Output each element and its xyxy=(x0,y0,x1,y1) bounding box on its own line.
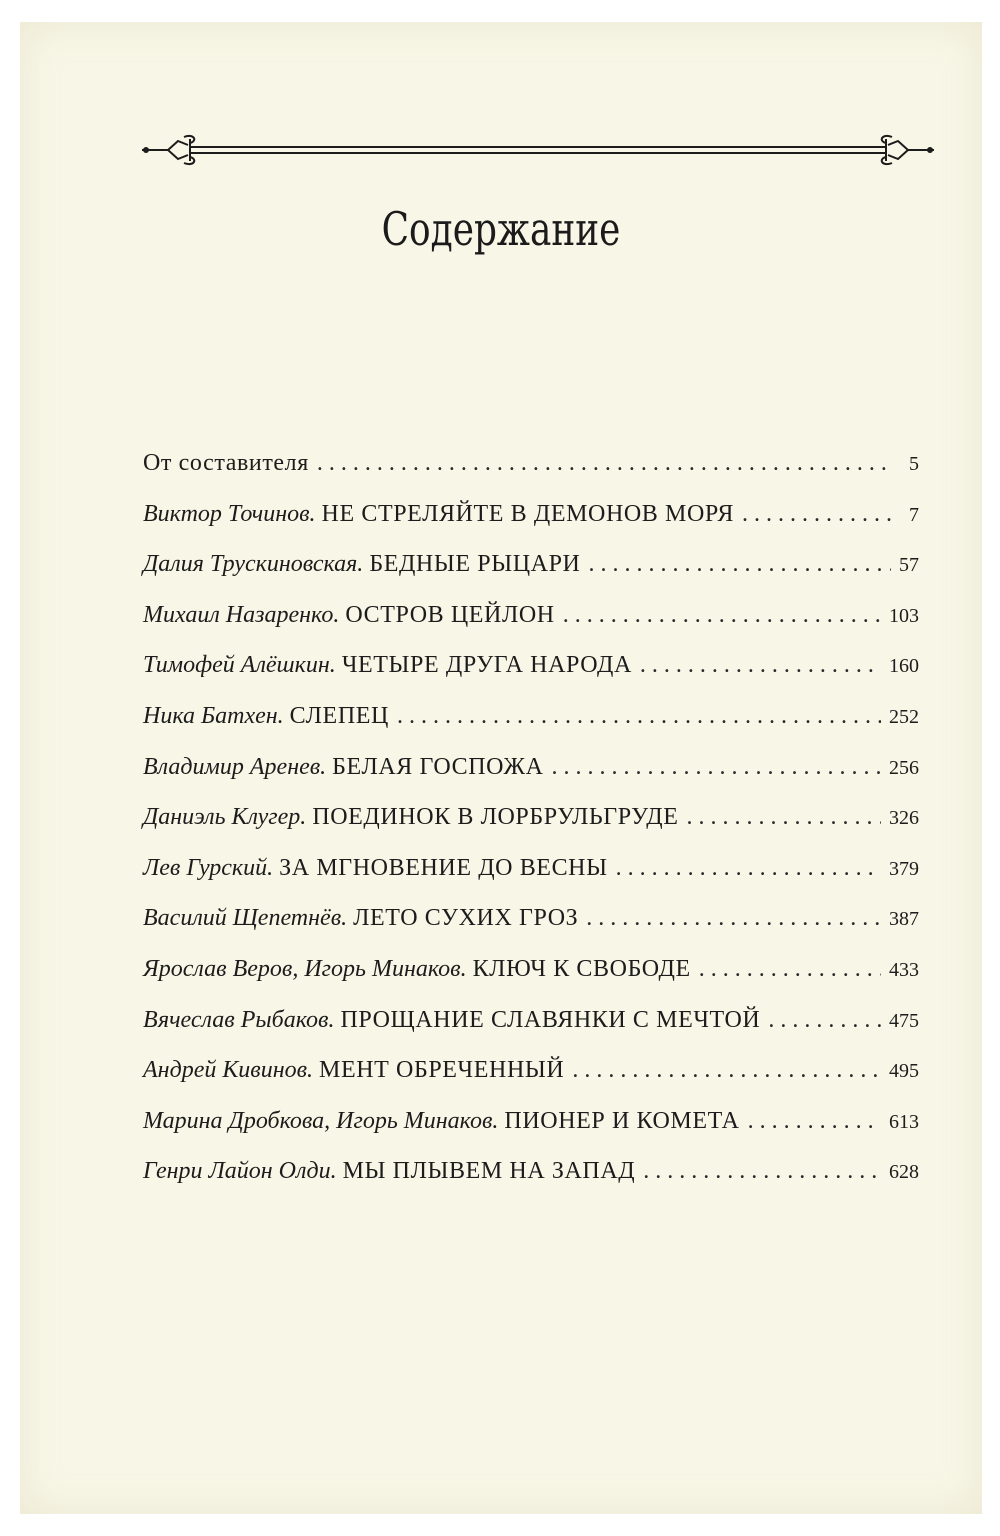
dot-leader xyxy=(643,1158,881,1185)
toc-page-number: 613 xyxy=(889,1110,919,1133)
toc-work-title: БЕЛАЯ ГОСПОЖА xyxy=(332,753,544,780)
toc-page-number: 433 xyxy=(889,958,919,981)
toc-work-title: ЗА МГНОВЕНИЕ ДО ВЕСНЫ xyxy=(279,854,608,881)
toc-page-number: 475 xyxy=(889,1009,919,1032)
dot-leader xyxy=(640,652,881,679)
toc-page-number: 5 xyxy=(909,453,919,475)
toc-page-number: 160 xyxy=(889,655,919,678)
toc-page-number: 256 xyxy=(889,756,919,779)
toc-page-number: 379 xyxy=(889,857,919,880)
toc-author: Виктор Точинов. xyxy=(143,500,316,527)
toc-work-title: БЕДНЫЕ РЫЦАРИ xyxy=(369,551,581,578)
toc-entry[interactable] xyxy=(143,905,919,956)
toc-work-title: ПИОНЕР И КОМЕТА xyxy=(504,1107,740,1134)
toc-author: Лев Гурский. xyxy=(143,854,274,881)
toc-author: Марина Дробкова, Игорь Минаков. xyxy=(143,1107,499,1134)
toc-entry[interactable] xyxy=(143,602,919,653)
dot-leader xyxy=(563,602,881,629)
ornamental-rule-graphic xyxy=(138,127,938,173)
toc-author: Василий Щепетнёв. xyxy=(143,905,348,932)
dot-leader xyxy=(397,703,881,730)
dot-leader xyxy=(748,1108,881,1135)
dot-leader xyxy=(699,956,881,983)
toc-work-title: МЕНТ ОБРЕЧЕННЫЙ xyxy=(319,1057,565,1084)
toc-author: Михаил Назаренко. xyxy=(143,601,340,628)
toc-entry[interactable] xyxy=(143,450,919,501)
dot-leader xyxy=(572,1057,881,1084)
toc-work-title: КЛЮЧ К СВОБОДЕ xyxy=(472,955,691,982)
toc-page-number: 252 xyxy=(889,705,919,728)
ornamental-rule xyxy=(138,127,938,173)
dot-leader xyxy=(686,804,881,831)
toc-entry[interactable] xyxy=(143,1158,919,1209)
toc-author: Даниэль Клугер. xyxy=(143,804,307,831)
toc-author: Андрей Кивинов. xyxy=(143,1057,314,1084)
toc-page-number: 7 xyxy=(909,503,919,526)
toc-entry[interactable] xyxy=(143,956,919,1007)
toc-page-number: 326 xyxy=(889,807,919,830)
toc-entry[interactable] xyxy=(143,1057,919,1108)
dot-leader xyxy=(317,450,891,477)
dot-leader xyxy=(586,905,881,932)
toc-author: Ярослав Веров, Игорь Минаков. xyxy=(143,955,467,982)
toc-author: Владимир Аренев. xyxy=(143,753,327,780)
toc-page-number: 628 xyxy=(889,1161,919,1184)
page-title: Содержание xyxy=(381,202,621,256)
toc-work-title: ЧЕТЫРЕ ДРУГА НАРОДА xyxy=(341,652,632,679)
toc-work-title: ПРОЩАНИЕ СЛАВЯНКИ С МЕЧТОЙ xyxy=(340,1006,761,1033)
toc-entry[interactable] xyxy=(143,1007,919,1058)
toc-page-number: 387 xyxy=(889,908,919,931)
toc-entry[interactable] xyxy=(143,1108,919,1159)
toc-page-number: 103 xyxy=(889,604,919,627)
toc-work-title: МЫ ПЛЫВЕМ НА ЗАПАД xyxy=(342,1158,636,1185)
toc-entry[interactable] xyxy=(143,804,919,855)
dot-leader xyxy=(616,855,881,882)
toc-author: Далия Трускиновская. xyxy=(143,551,364,578)
dot-leader xyxy=(588,551,891,578)
toc-work-title: НЕ СТРЕЛЯЙТЕ В ДЕМОНОВ МОРЯ xyxy=(321,500,734,527)
dot-leader xyxy=(742,501,891,528)
toc-work-title: СЛЕПЕЦ xyxy=(289,702,389,729)
toc-entry[interactable] xyxy=(143,855,919,906)
toc-author: Ника Батхен. xyxy=(143,702,284,729)
toc-work-title: ПОЕДИНОК В ЛОРБРУЛЬГРУДЕ xyxy=(312,804,679,831)
toc-work-title: От составителя xyxy=(143,450,309,476)
toc-work-title: ЛЕТО СУХИХ ГРОЗ xyxy=(353,905,579,932)
toc-author: Генри Лайон Олди. xyxy=(143,1158,337,1185)
dot-leader xyxy=(768,1007,881,1034)
toc-author: Тимофей Алёшкин. xyxy=(143,652,336,679)
toc-entry[interactable] xyxy=(143,501,919,552)
toc-page-number: 495 xyxy=(889,1060,919,1083)
toc-work-title: ОСТРОВ ЦЕЙЛОН xyxy=(345,601,555,628)
toc-entry[interactable] xyxy=(143,551,919,602)
table-of-contents xyxy=(143,450,919,1209)
toc-page-number: 57 xyxy=(899,554,919,577)
book-page xyxy=(20,22,982,1514)
toc-entry[interactable] xyxy=(143,703,919,754)
toc-author: Вячеслав Рыбаков. xyxy=(143,1006,335,1033)
toc-entry[interactable] xyxy=(143,754,919,805)
dot-leader xyxy=(552,754,881,781)
toc-entry[interactable] xyxy=(143,652,919,703)
